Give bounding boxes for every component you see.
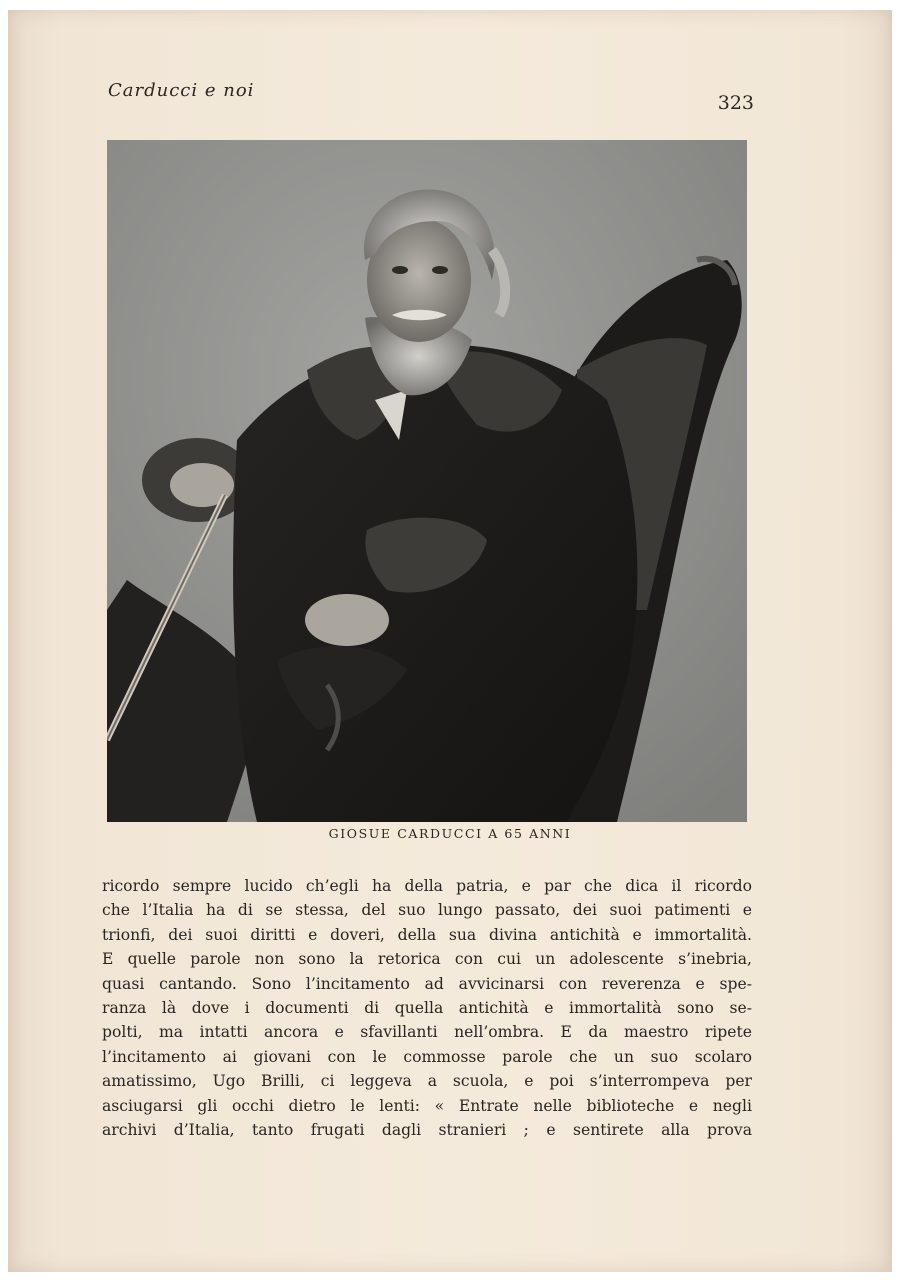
text-line: E quelle parole non sono la retorica con cui un adolescente s’inebria, [102,950,752,969]
text-line: amatissimo, Ugo Brilli, ci leggeva a scuola, e poi s’interrompeva per [102,1072,752,1091]
body-paragraph [102,874,752,1142]
text-line: ricordo sempre lucido ch’egli ha della patria, e par che dica il ricordo [102,877,752,895]
text-line: ranza là dove i documenti di quella antichità e immortalità sono se- [102,999,752,1018]
text-line: polti, ma intatti ancora e sfavillanti nell’ombra. E da maestro ripete [102,1023,752,1042]
text-line: l’incitamento ai giovani con le commosse parole che un suo scolaro [102,1047,752,1066]
text-line: asciugarsi gli occhi dietro le lenti: « Entrate nelle biblioteche e negli [102,1096,752,1115]
running-title: Carducci e noi [108,80,255,101]
text-line: quasi cantando. Sono l’incitamento ad avvicinarsi con reverenza e spe- [102,974,752,993]
figure-caption: GIOSUE CARDUCCI A 65 ANNI [328,826,572,841]
text-line: archivi d’Italia, tanto frugati dagli stranieri ; e sentirete alla prova [102,1121,752,1140]
text-line: che l’Italia ha di se stessa, del suo lungo passato, dei suoi patimenti e [102,901,752,920]
text-line: trionfi, dei suoi diritti e doveri, della sua divina antichità e immortalità. [102,925,752,944]
book-page [8,10,892,1272]
page-number: 323 [717,92,754,114]
portrait-image [107,140,747,822]
portrait-photograph [107,140,747,822]
